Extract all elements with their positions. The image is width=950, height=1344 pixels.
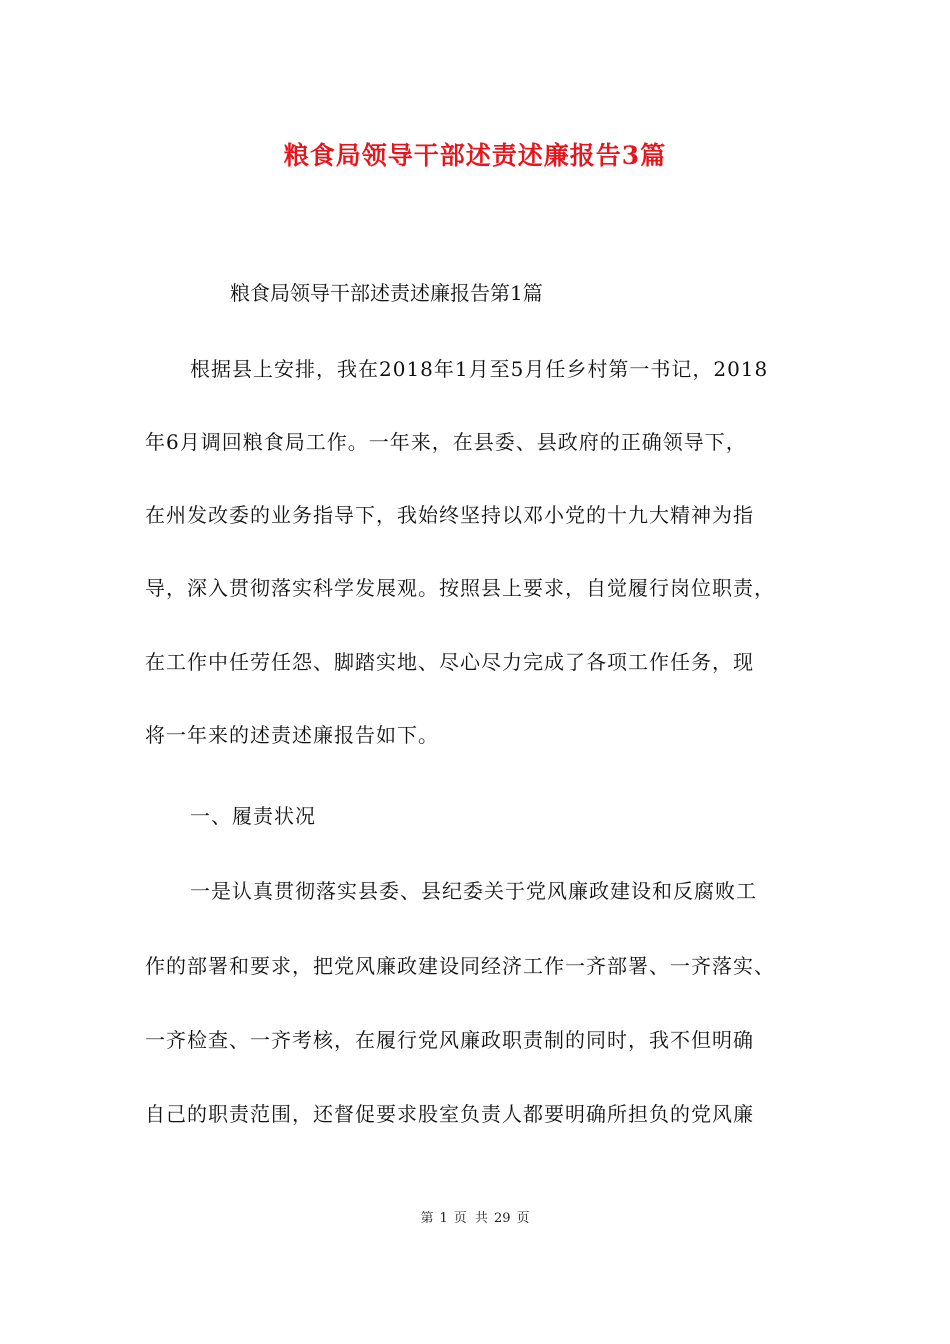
footer-middle: 页 共 — [453, 1211, 488, 1226]
section-heading: 粮食局领导干部述责述廉报告第1篇 — [230, 281, 543, 305]
paragraph-line: 一是认真贯彻落实县委、县纪委关于党风廉政建设和反腐败工 — [190, 879, 757, 903]
paragraph-line: 在工作中任劳任怨、脚踏实地、尽心尽力完成了各项工作任务，现 — [145, 650, 754, 674]
paragraph-line: 导，深入贯彻落实科学发展观。按照县上要求，自觉履行岗位职责， — [145, 576, 775, 600]
footer-total-pages: 29 — [493, 1211, 511, 1226]
paragraph-line: 年6月调回粮食局工作。一年来，在县委、县政府的正确领导下， — [145, 430, 747, 454]
footer-prefix: 第 — [420, 1211, 434, 1226]
paragraph-line: 将一年来的述责述廉报告如下。 — [145, 723, 439, 747]
subsection-heading: 一、履责状况 — [190, 804, 316, 828]
document-title: 粮食局领导干部述责述廉报告3篇 — [283, 141, 667, 170]
paragraph-line: 一齐检查、一齐考核，在履行党风廉政职责制的同时，我不但明确 — [145, 1028, 754, 1052]
page-footer — [0, 1209, 950, 1229]
paragraph-line: 自己的职责范围，还督促要求股室负责人都要明确所担负的党风廉 — [145, 1102, 754, 1126]
footer-suffix: 页 — [516, 1211, 530, 1226]
paragraph-line: 作的部署和要求，把党风廉政建设同经济工作一齐部署、一齐落实、 — [145, 954, 775, 978]
paragraph-line: 根据县上安排，我在2018年1月至5月任乡村第一书记，2018 — [190, 357, 769, 381]
footer-current-page: 1 — [439, 1211, 448, 1226]
paragraph-line: 在州发改委的业务指导下，我始终坚持以邓小党的十九大精神为指 — [145, 503, 754, 527]
